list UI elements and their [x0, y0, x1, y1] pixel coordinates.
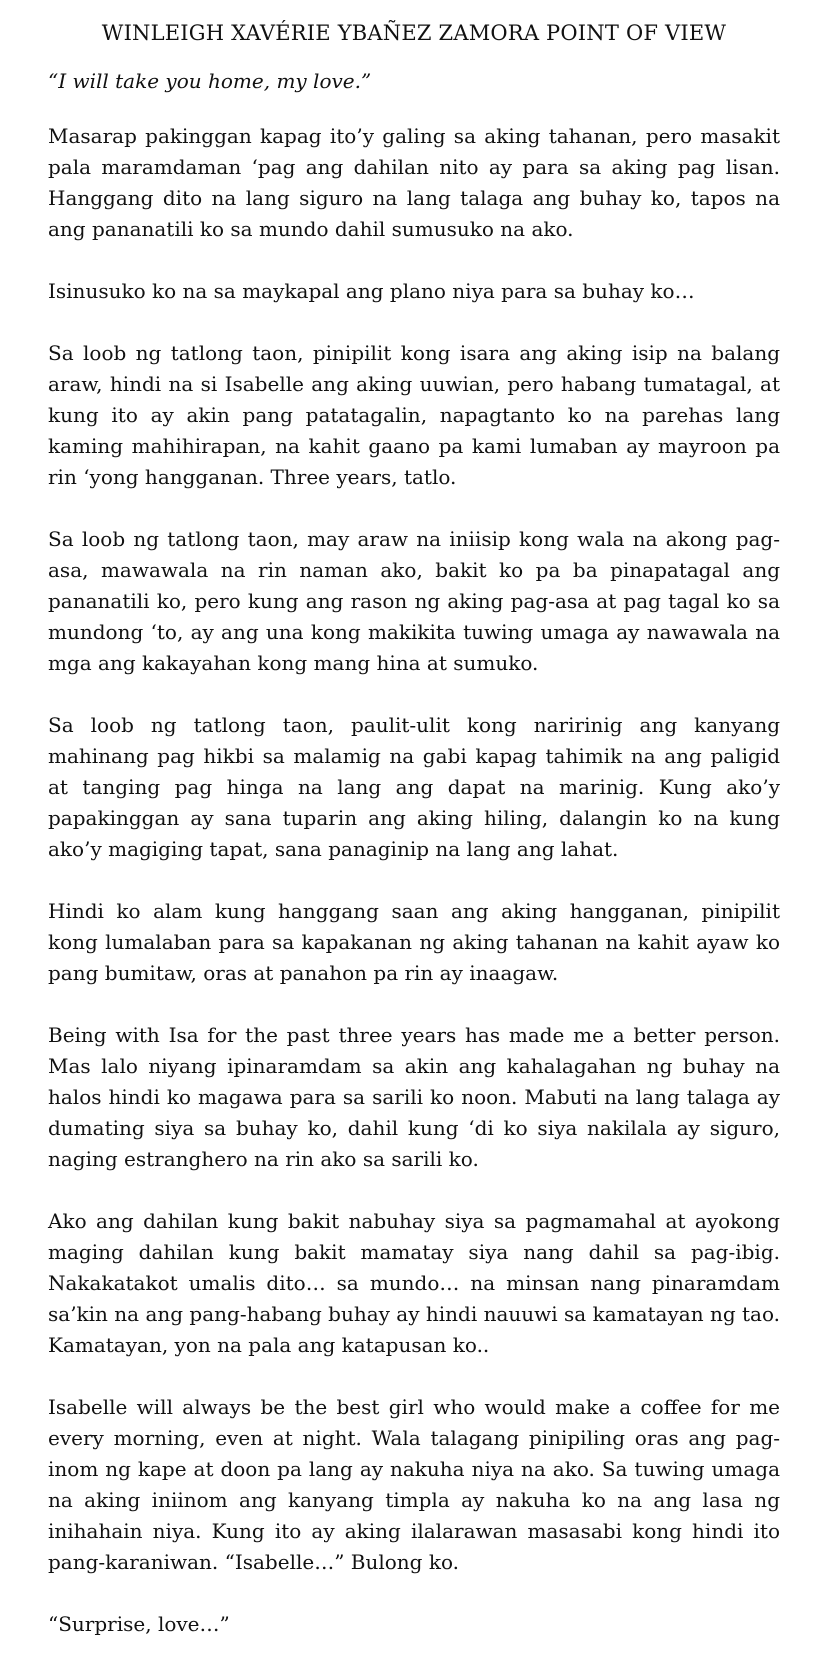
chapter-title: WINLEIGH XAVÉRIE YBAÑEZ ZAMORA POINT OF VIEW [101, 21, 727, 45]
paragraph: Sa loob ng tatlong taon, may araw na iniisip kong wala na akong pag-asa, mawawala na rin naman ako, bakit ko pa ba pinapatagal ang pananatili ko, pero kung ang rason ng aking pag-asa at pag tagal ko sa mundong ‘to, ay ang una kong makikita tuwing umaga ay nawawala na mga ang kakayahan kong mang hina at sumuko. [48, 527, 780, 675]
paragraph: Sa loob ng tatlong taon, pinipilit kong isara ang aking isip na balang araw, hindi na si Isabelle ang aking uuwian, pero habang tumatagal, at kung ito ay akin pang patatagalin, napagtanto ko na parehas lang kaming mahihirapan, na kahit gaano pa kami lumaban ay mayroon pa rin ‘yong hangganan. Three years, tatlo. [48, 341, 780, 489]
paragraph: Ako ang dahilan kung bakit nabuhay siya sa pagmamahal at ayokong maging dahilan kung bakit mamatay siya nang dahil sa pag-ibig. Nakakatakot umalis dito… sa mundo… na minsan nang pinaramdam sa’kin na ang pang-habang buhay ay hindi nauuwi sa kamatayan ng tao. Kamatayan, yon na pala ang katapusan ko.. [48, 1209, 780, 1357]
paragraph: Isabelle will always be the best girl who would make a coffee for me every morning, even at night. Wala talagang pinipiling oras ang pag-inom ng kape at doon pa lang ay nakuha niya na ako. Sa tuwing umaga na aking iniinom ang kanyang timpla ay nakuha ko na ang lasa ng inihahain niya. Kung ito ay aking ilalarawan masasabi kong hindi ito pang-karaniwan. “Isabelle…” Bulong ko. [48, 1395, 780, 1574]
paragraph: Isinusuko ko na sa maykapal ang plano niya para sa buhay ko… [48, 279, 695, 303]
paragraph: Hindi ko alam kung hanggang saan ang aking hangganan, pinipilit kong lumalaban para sa kapakanan ng aking tahanan na kahit ayaw ko pang bumitaw, oras at panahon pa rin ay inaagaw. [48, 899, 780, 985]
paragraph: Sa loob ng tatlong taon, paulit-ulit kong naririnig ang kanyang mahinang pag hikbi sa malamig na gabi kapag tahimik na ang paligid at tanging pag hinga na lang ang dapat na marinig. Kung ako’y papakinggan ay sana tuparin ang aking hiling, dalangin ko na kung ako’y magiging tapat, sana panaginip na lang ang lahat. [48, 713, 780, 861]
closing-quote: “Surprise, love…” [48, 1612, 230, 1636]
opening-quote: “I will take you home, my love.” [48, 69, 372, 93]
paragraph: Masarap pakinggan kapag ito’y galing sa aking tahanan, pero masakit pala maramdaman ‘pag ang dahilan nito ay para sa aking pag lisan. Hanggang dito na lang siguro na lang talaga ang buhay ko, tapos na ang pananatili ko sa mundo dahil sumusuko na ako. [48, 124, 780, 241]
paragraph: Being with Isa for the past three years has made me a better person. Mas lalo niyang ipinaramdam sa akin ang kahalagahan ng buhay na halos hindi ko magawa para sa sarili ko noon. Mabuti na lang talaga ay dumating siya sa buhay ko, dahil kung ‘di ko siya nakilala ay siguro, naging estranghero na rin ako sa sarili ko. [48, 1023, 780, 1171]
